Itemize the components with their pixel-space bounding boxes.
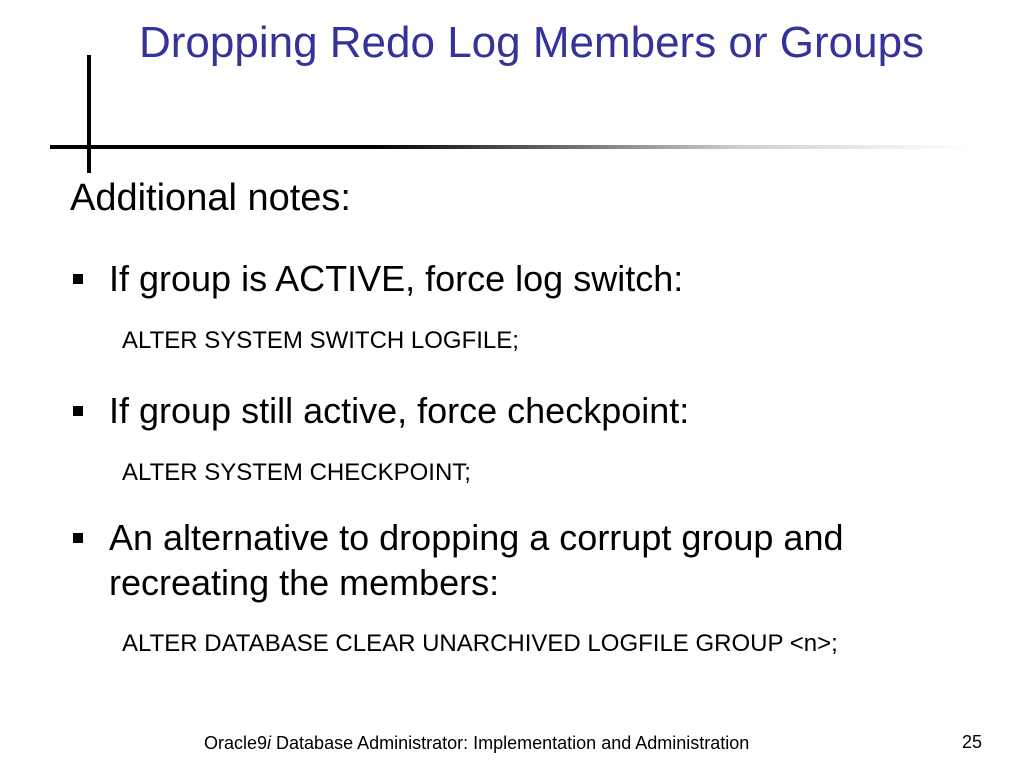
bullet-text: If group is ACTIVE, force log switch: xyxy=(109,258,684,299)
footer-course-title xyxy=(204,731,749,755)
bullet-square-icon xyxy=(73,406,83,416)
decorative-vertical-line xyxy=(87,55,91,173)
bullet-item-1 xyxy=(70,256,970,301)
code-line-2: ALTER SYSTEM CHECKPOINT; xyxy=(122,459,471,486)
slide-title: Dropping Redo Log Members or Groups xyxy=(139,18,925,67)
bullet-text: If group still active, force checkpoint: xyxy=(109,390,690,431)
intro-text: Additional notes: xyxy=(70,177,351,219)
code-line-1: ALTER SYSTEM SWITCH LOGFILE; xyxy=(122,327,519,354)
page-number: 25 xyxy=(962,732,983,752)
footer-course: Database Administrator: Implementation and Administration xyxy=(271,733,750,753)
footer-product: Oracle9 xyxy=(204,733,268,753)
code-line-3: ALTER DATABASE CLEAR UNARCHIVED LOGFILE GROUP <n>; xyxy=(122,630,838,657)
bullet-square-icon xyxy=(73,533,83,543)
bullet-square-icon xyxy=(73,274,83,284)
bullet-item-2 xyxy=(70,388,970,433)
bullet-text: An alternative to dropping a corrupt group and recreating the members: xyxy=(109,517,844,603)
decorative-horizontal-line xyxy=(50,145,970,149)
bullet-item-3 xyxy=(70,515,970,605)
footer-product-suffix: i xyxy=(267,733,272,753)
